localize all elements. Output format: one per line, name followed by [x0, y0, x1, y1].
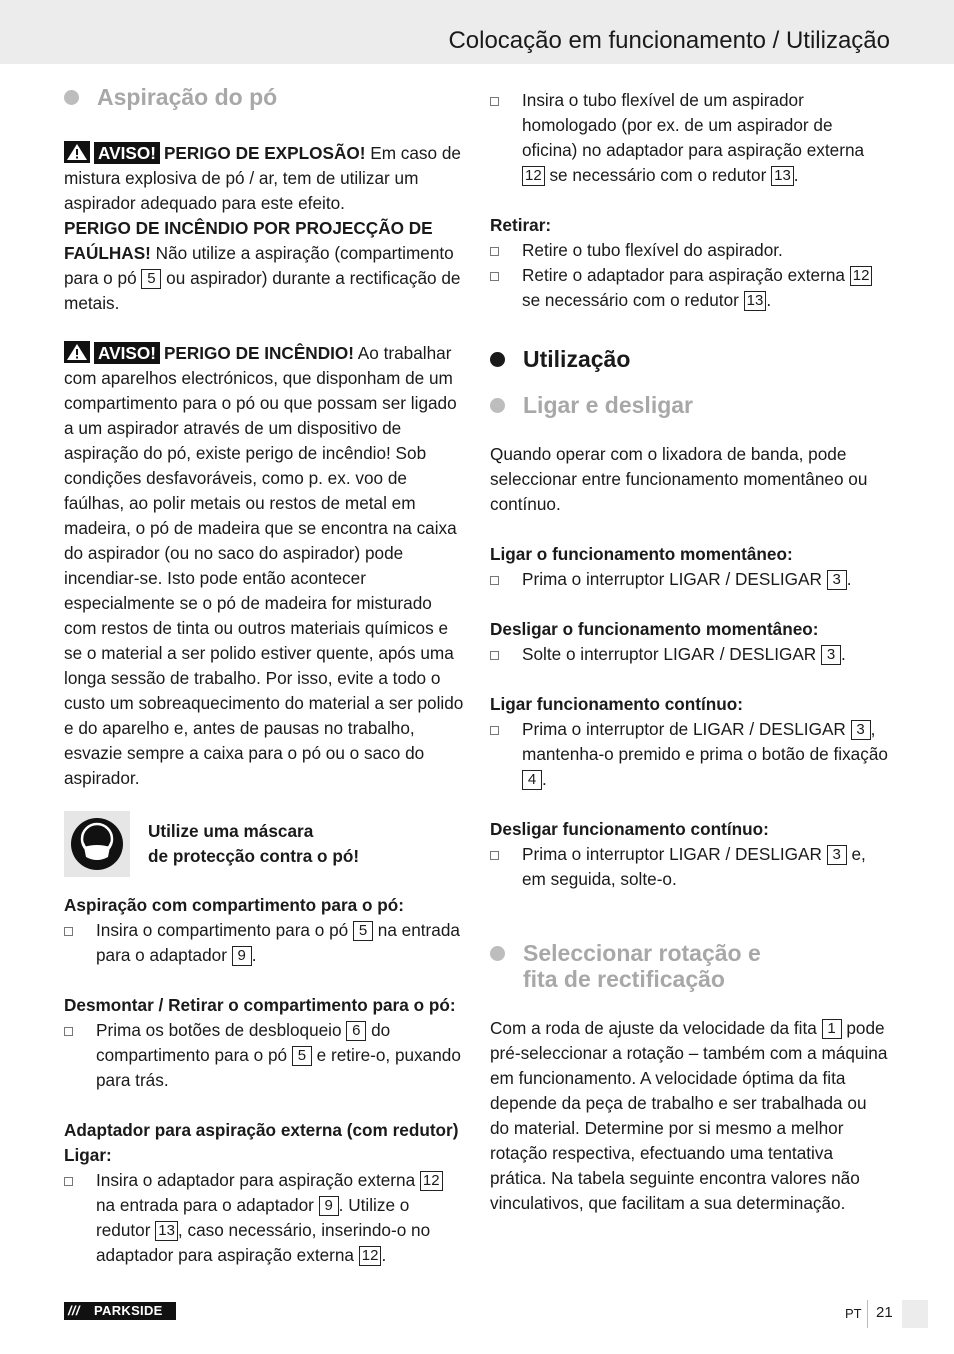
mask-notice: Utilize uma máscara de protecção contra o pó! — [64, 811, 464, 877]
rotation-paragraph: Com a roda de ajuste da velocidade da fita 1 pode pré-seleccionar a rotação – também com a máquina em funcionamento. A velocidade óptima da fita depende da peça de trabalho e ser trabalhada ou do material. Determine por si mesmo a melhor rotação respectiva, efectuando uma tentativa prática. Na tabela seguinte encontra valores não vinculativos, que facilitam a sua determinação. — [490, 1018, 888, 1213]
ref-number: 12 — [359, 1246, 382, 1266]
warning-fire: AVISO! PERIGO DE INCÊNDIO! Ao trabalhar com aparelhos electrónicos, que disponham de um compartimento para o pó ou que possam ser ligado a um aspirador através de um dispositivo de aspiração do pó, existe perigo de incêndio! Sob condições desfavoráveis, como p. ex. voo de faúlhas, ao polir metais ou restos de metal em madeira, o pó de madeira que se encontra na caixa do aspirador (ou no saco do aspirador) pode incendiar-se. Isto pode então acontecer especialmente se o pó de madeira for misturado com restos de tinta ou outros materiais químicos e se o material a ser polido estiver quente, após uma longa sessão de trabalho. Por isso, evite a todo o custo um sobreaquecimento do material a ser polido e do aparelho e, antes de pausas no trabalho, esvazie sempre a caixa para o pó ou o saco do aspirador. — [64, 343, 464, 788]
bullet-dot-icon — [64, 90, 79, 105]
heading-rotacao: Seleccionar rotação e fita de rectificação — [490, 940, 890, 992]
ref-number: 6 — [346, 1021, 366, 1041]
ref-number: 4 — [522, 770, 542, 790]
list-item: Prima o interruptor de LIGAR / DESLIGAR 3 , mantenha-o premido e prima o botão de fixação 4 . — [490, 717, 890, 792]
list-item: Insira o compartimento para o pó 5 na entrada para o adaptador 9 . — [64, 918, 464, 968]
ref-number: 3 — [827, 570, 847, 590]
bullet-dot-icon — [490, 398, 505, 413]
checkbox-bullet-icon — [490, 263, 522, 313]
ref-number: 13 — [771, 166, 794, 186]
ref-number: 13 — [155, 1221, 178, 1241]
page-number: 21 — [876, 1304, 893, 1321]
aviso-badge: AVISO! — [94, 342, 160, 364]
checkbox-bullet-icon — [490, 238, 522, 263]
checkbox-bullet-icon — [64, 1018, 96, 1093]
bullet-dot-icon — [490, 946, 505, 961]
section-title: Desligar funcionamento contínuo: — [490, 819, 769, 839]
section-subtitle: Ligar: — [64, 1145, 112, 1165]
warning-explosion: AVISO! PERIGO DE EXPLOSÃO! Em caso de mistura explosiva de pó / ar, tem de utilizar um aspirador adequado para este efeito. — [64, 143, 461, 213]
section-title: Desligar o funcionamento momentâneo: — [490, 619, 819, 639]
checkbox-bullet-icon — [490, 717, 522, 792]
language-code: PT — [845, 1306, 862, 1321]
ref-number: 12 — [850, 266, 873, 286]
heading-aspiracao: Aspiração do pó — [64, 85, 464, 110]
list-item: Insira o tubo flexível de um aspirador homologado (por ex. de um aspirador de oficina) no adaptador para aspiração externa 12 se necessário com o redutor 13 . — [490, 88, 890, 188]
intro-paragraph: Quando operar com o lixadora de banda, pode seleccionar entre funcionamento momentâneo ou contínuo. — [490, 444, 868, 514]
warning-triangle-icon — [64, 141, 90, 163]
section-title: Retirar: — [490, 215, 552, 235]
page-title: Colocação em funcionamento / Utilização — [448, 27, 890, 54]
ref-number: 9 — [232, 946, 252, 966]
list-item: Prima os botões de desbloqueio 6 do compartimento para o pó 5 e retire-o, puxando para trás. — [64, 1018, 464, 1093]
section-title: Ligar funcionamento contínuo: — [490, 694, 744, 714]
page-header — [0, 0, 954, 64]
parkside-logo: /// PARKSIDE — [64, 1302, 176, 1320]
heading-ligar-desligar: Ligar e desligar — [490, 393, 890, 418]
checkbox-bullet-icon — [490, 642, 522, 667]
ref-number: 1 — [822, 1019, 842, 1039]
ref-number: 12 — [420, 1171, 443, 1191]
checkbox-bullet-icon — [490, 88, 522, 188]
right-column — [490, 88, 890, 1216]
footer-divider — [867, 1300, 868, 1328]
heading-utilizacao: Utilização — [490, 347, 890, 372]
footer-tab — [902, 1300, 928, 1328]
logo-slashes-icon: /// — [68, 1303, 80, 1318]
checkbox-bullet-icon — [490, 567, 522, 592]
list-item: Prima o interruptor LIGAR / DESLIGAR 3 . — [490, 567, 890, 592]
section-title: Desmontar / Retirar o compartimento para o pó: — [64, 995, 456, 1015]
ref-number: 5 — [141, 269, 161, 289]
list-item: Insira o adaptador para aspiração externa 12 na entrada para o adaptador 9 . Utilize o redutor 13 , caso necessário, inserindo-o no adaptador para aspiração externa 12 . — [64, 1168, 464, 1268]
checkbox-bullet-icon — [64, 918, 96, 968]
checkbox-bullet-icon — [490, 842, 522, 892]
section-title: Aspiração com compartimento para o pó: — [64, 895, 404, 915]
checkbox-bullet-icon — [64, 1168, 96, 1268]
warning-fire-sparks: PERIGO DE INCÊNDIO POR PROJECÇÃO DE FAÚLHAS! Não utilize a aspiração (compartimento para o pó 5 ou aspirador) durante a rectificação de metais. — [64, 218, 461, 313]
section-title: Ligar o funcionamento momentâneo: — [490, 544, 793, 564]
ref-number: 13 — [744, 291, 767, 311]
ref-number: 12 — [522, 166, 545, 186]
ref-number: 3 — [821, 645, 841, 665]
dust-mask-icon — [64, 811, 130, 877]
list-item: Retire o adaptador para aspiração externa 12 se necessário com o redutor 13 . — [490, 263, 890, 313]
warning-triangle-icon — [64, 341, 90, 363]
ref-number: 5 — [353, 921, 373, 941]
left-column — [64, 80, 464, 1268]
ref-number: 3 — [851, 720, 871, 740]
ref-number: 9 — [319, 1196, 339, 1216]
ref-number: 3 — [827, 845, 847, 865]
list-item: Retire o tubo flexível do aspirador. — [490, 238, 890, 263]
list-item: Prima o interruptor LIGAR / DESLIGAR 3 e, em seguida, solte-o. — [490, 842, 890, 892]
bullet-dot-icon — [490, 352, 505, 367]
ref-number: 5 — [292, 1046, 312, 1066]
list-item: Solte o interruptor LIGAR / DESLIGAR 3 . — [490, 642, 890, 667]
aviso-badge: AVISO! — [94, 142, 160, 164]
section-title: Adaptador para aspiração externa (com redutor) — [64, 1120, 459, 1140]
